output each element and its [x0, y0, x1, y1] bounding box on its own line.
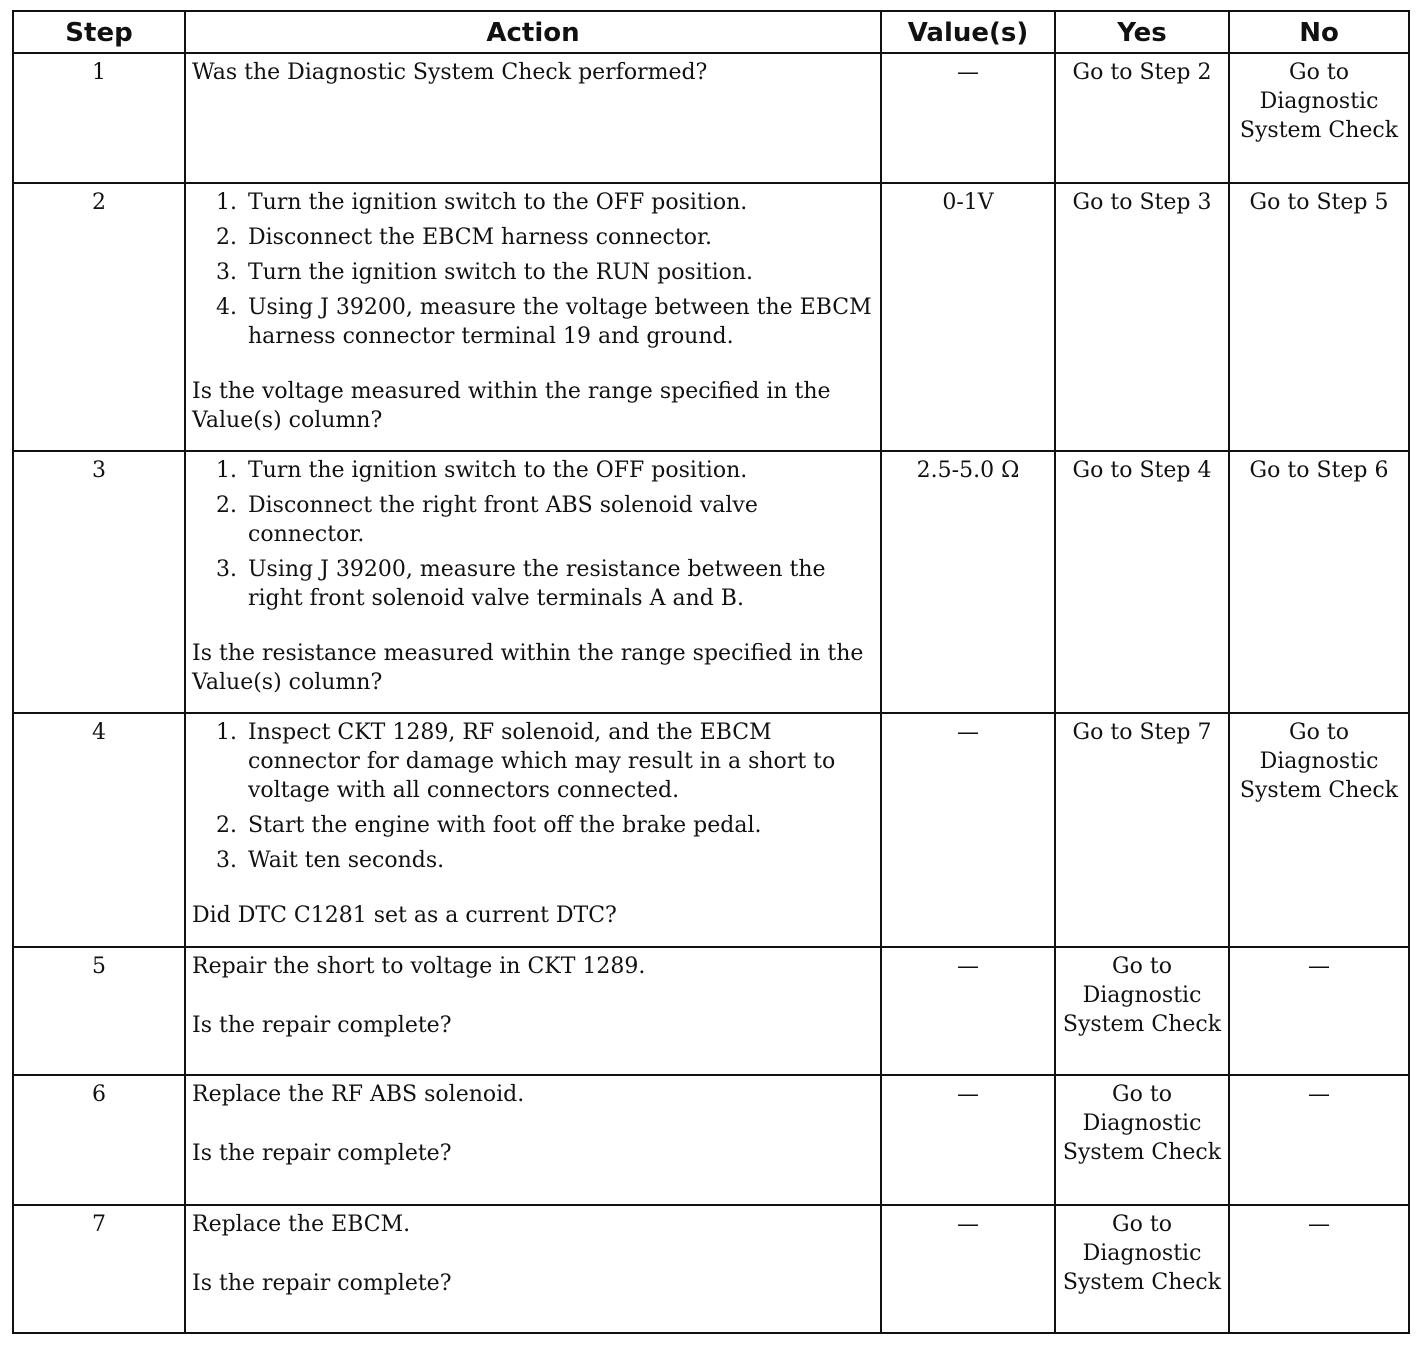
- no-cell: —: [1229, 947, 1409, 1075]
- value-cell: —: [881, 53, 1055, 183]
- no-cell: Go to Diagnostic System Check: [1229, 713, 1409, 947]
- header-values: Value(s): [881, 11, 1055, 53]
- action-steps: [192, 456, 874, 613]
- value-cell: —: [881, 1205, 1055, 1333]
- action-cell: [185, 53, 881, 183]
- action-steps: [192, 188, 874, 351]
- diagnostic-table: [12, 10, 1410, 1334]
- step-number: 7: [13, 1205, 185, 1333]
- yes-cell: Go to Diagnostic System Check: [1055, 1205, 1229, 1333]
- table-row: [13, 947, 1409, 1075]
- action-step: 1. Turn the ignition switch to the OFF position.: [244, 188, 874, 217]
- action-question: Is the resistance measured within the range specified in the Value(s) column?: [192, 641, 864, 695]
- table-header-row: [13, 11, 1409, 53]
- step-number: 1: [13, 53, 185, 183]
- table-row: [13, 1205, 1409, 1333]
- action-steps: [192, 718, 874, 875]
- action-question: Is the repair complete?: [192, 1141, 452, 1166]
- action-question: Is the repair complete?: [192, 1271, 452, 1296]
- action-cell: [185, 1205, 881, 1333]
- no-cell: Go to Diagnostic System Check: [1229, 53, 1409, 183]
- action-step: 3. Turn the ignition switch to the RUN position.: [244, 258, 874, 287]
- header-step: Step: [13, 11, 185, 53]
- header-yes: Yes: [1055, 11, 1229, 53]
- action-step: 1. Turn the ignition switch to the OFF position.: [244, 456, 874, 485]
- action-step: 3. Wait ten seconds.: [244, 846, 874, 875]
- step-number: 3: [13, 451, 185, 713]
- table-row: [13, 53, 1409, 183]
- no-cell: —: [1229, 1205, 1409, 1333]
- action-intro: Repair the short to voltage in CKT 1289.: [192, 954, 646, 979]
- action-cell: [185, 947, 881, 1075]
- yes-cell: Go to Step 3: [1055, 183, 1229, 451]
- table-row: [13, 451, 1409, 713]
- action-cell: [185, 713, 881, 947]
- action-cell: [185, 1075, 881, 1205]
- value-cell: —: [881, 1075, 1055, 1205]
- action-cell: [185, 183, 881, 451]
- action-step: 4. Using J 39200, measure the voltage between the EBCM harness connector terminal 19 and ground.: [244, 293, 874, 351]
- action-question: Did DTC C1281 set as a current DTC?: [192, 903, 617, 928]
- action-question: Is the voltage measured within the range specified in the Value(s) column?: [192, 379, 831, 433]
- step-number: 6: [13, 1075, 185, 1205]
- no-cell: Go to Step 5: [1229, 183, 1409, 451]
- yes-cell: Go to Step 7: [1055, 713, 1229, 947]
- value-cell: 0-1V: [881, 183, 1055, 451]
- step-number: 4: [13, 713, 185, 947]
- action-step: 1. Inspect CKT 1289, RF solenoid, and the EBCM connector for damage which may result in a short to voltage with all connectors connected.: [244, 718, 874, 805]
- step-number: 2: [13, 183, 185, 451]
- action-intro: Replace the RF ABS solenoid.: [192, 1082, 525, 1107]
- action-step: 2. Start the engine with foot off the brake pedal.: [244, 811, 874, 840]
- header-action: Action: [185, 11, 881, 53]
- step-number: 5: [13, 947, 185, 1075]
- action-cell: [185, 451, 881, 713]
- action-step: 2. Disconnect the right front ABS solenoid valve connector.: [244, 491, 874, 549]
- value-cell: 2.5-5.0 Ω: [881, 451, 1055, 713]
- value-cell: —: [881, 947, 1055, 1075]
- header-no: No: [1229, 11, 1409, 53]
- value-cell: —: [881, 713, 1055, 947]
- table-row: [13, 713, 1409, 947]
- action-intro: Replace the EBCM.: [192, 1212, 411, 1237]
- action-step: 2. Disconnect the EBCM harness connector.: [244, 223, 874, 252]
- no-cell: —: [1229, 1075, 1409, 1205]
- no-cell: Go to Step 6: [1229, 451, 1409, 713]
- yes-cell: Go to Diagnostic System Check: [1055, 947, 1229, 1075]
- action-question: Is the repair complete?: [192, 1013, 452, 1038]
- yes-cell: Go to Diagnostic System Check: [1055, 1075, 1229, 1205]
- yes-cell: Go to Step 2: [1055, 53, 1229, 183]
- action-step: 3. Using J 39200, measure the resistance between the right front solenoid valve terminals A and B.: [244, 555, 874, 613]
- table-row: [13, 183, 1409, 451]
- table-row: [13, 1075, 1409, 1205]
- yes-cell: Go to Step 4: [1055, 451, 1229, 713]
- action-intro: Was the Diagnostic System Check performed?: [192, 60, 708, 85]
